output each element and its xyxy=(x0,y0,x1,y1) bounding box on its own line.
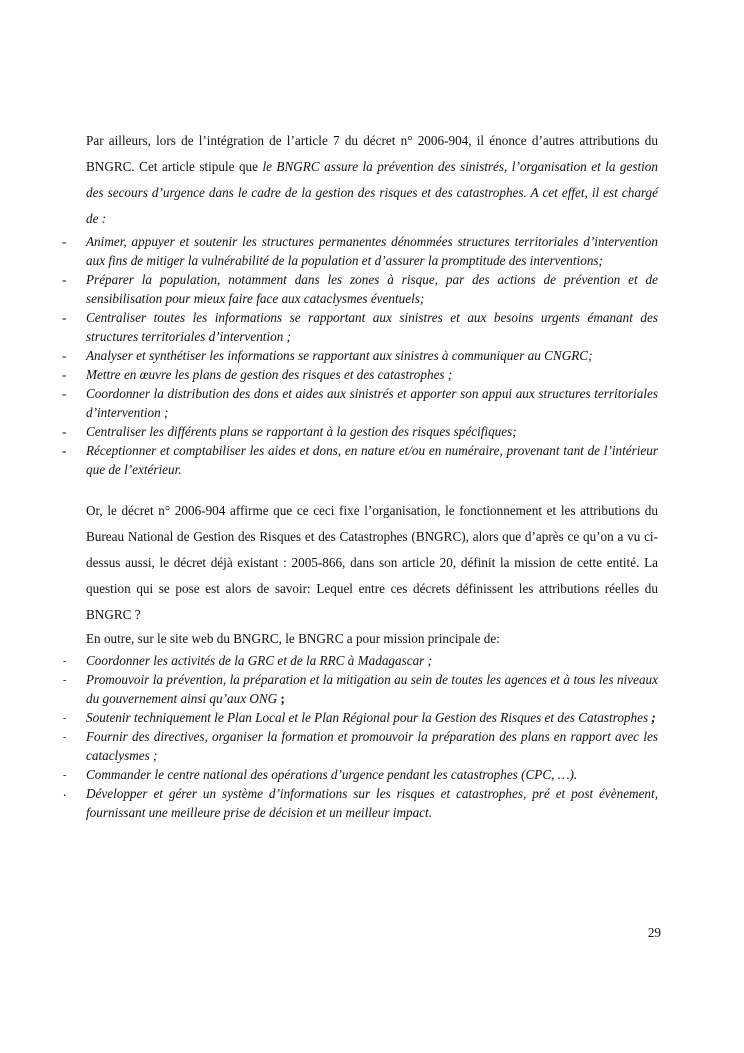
list-item: - Fournir des directives, organiser la formation et promouvoir la préparation des plans en rapport avec les cataclysmes ; xyxy=(63,729,658,763)
list-item: - Préparer la population, notamment dans les zones à risque, par des actions de prévention et de sensibilisation pour mieux faire face aux cataclysmes éventuels; xyxy=(62,272,658,306)
mission-list xyxy=(0,651,744,822)
paragraph-intro-italic: le BNGRC assure la prévention des sinistrés, l’organisation et la gestion des secours d’urgence dans le cadre de la gestion des risques et des catastrophes. A cet effet, il est chargé de : xyxy=(86,159,658,226)
paragraph-website: En outre, sur le site web du BNGRC, le BNGRC a pour mission principale de: xyxy=(86,631,500,646)
bullet-dash: - xyxy=(63,713,67,724)
list-item: . Développer et gérer un système d’informations sur les risques et catastrophes, pré et post évènement, fournissant une meilleure prise de décision et un meilleur impact. xyxy=(63,784,658,820)
bullet-dash: - xyxy=(63,675,67,686)
bullet-dash: - xyxy=(63,732,67,743)
bullet-dot: . xyxy=(63,784,67,799)
attributions-list xyxy=(0,232,744,479)
list-item: - Analyser et synthétiser les informations se rapportant aux sinistres à communiquer au CNGRC; xyxy=(62,348,593,363)
list-item: - Soutenir techniquement le Plan Local et le Plan Régional pour la Gestion des Risques et des Catastrophes ; xyxy=(0,708,658,727)
bullet-dash: - xyxy=(62,367,67,382)
list-item: - Coordonner les activités de la GRC et de la RRC à Madagascar ; xyxy=(0,651,658,670)
paragraph-intro-normal: Par ailleurs, lors de l’intégration de l’article 7 du décret n° 2006-904, il énonce d’autres attributions du BNGRC. Cet article stipule que xyxy=(86,133,658,174)
list-item: - Mettre en œuvre les plans de gestion des risques et des catastrophes ; xyxy=(62,367,453,382)
page-number: 29 xyxy=(647,925,661,940)
bullet-dash: - xyxy=(62,272,67,287)
paragraph-intro xyxy=(86,128,658,232)
list-item: - Centraliser toutes les informations se rapportant aux sinistres et aux besoins urgents émanant des structures territoriales d’intervention ; xyxy=(62,310,658,344)
bullet-dash: - xyxy=(63,770,67,781)
paragraph-decree: Or, le décret n° 2006-904 affirme que ce ceci fixe l’organisation, le fonctionnement et les attributions du Bureau National de Gestion des Risques et des Catastrophes (BNGRC), alors que d’après ce qu’on a vu ci-dessus aussi, le décret déjà existant : 2005-866, dans son article 20, définit la mission de cette entité. La question qui se pose est alors de savoir: Lequel entre ces décrets définissent les attributions réelles du BNGRC ? xyxy=(86,503,658,622)
bullet-dash: - xyxy=(62,424,67,439)
bullet-dash: - xyxy=(62,348,67,363)
list-item: - Commander le centre national des opérations d’urgence pendant les catastrophes (CPC, …). xyxy=(0,765,658,784)
list-item: - Animer, appuyer et soutenir les structures permanentes dénommées structures territoriales d’intervention aux fins de mitiger la vulnérabilité de la population et d’assurer la promptitude des interventions; xyxy=(62,234,658,268)
bullet-dash: - xyxy=(63,656,67,667)
bullet-dash: - xyxy=(62,443,67,458)
bullet-dash: - xyxy=(62,310,67,325)
bullet-dash: - xyxy=(62,234,67,249)
list-item: - Coordonner la distribution des dons et aides aux sinistrés et apporter son appui aux structures territoriales d’intervention ; xyxy=(62,386,658,420)
list-item: - Centraliser les différents plans se rapportant à la gestion des risques spécifiques; xyxy=(62,424,517,439)
list-item: - Réceptionner et comptabiliser les aides et dons, en nature et/ou en numéraire, provenant tant de l’intérieur que de l’extérieur. xyxy=(62,443,658,477)
bullet-dash: - xyxy=(62,386,67,401)
list-item: - Promouvoir la prévention, la préparation et la mitigation au sein de toutes les agences et à tous les niveaux du gouvernement ainsi qu’aux ONG ; xyxy=(63,672,658,706)
